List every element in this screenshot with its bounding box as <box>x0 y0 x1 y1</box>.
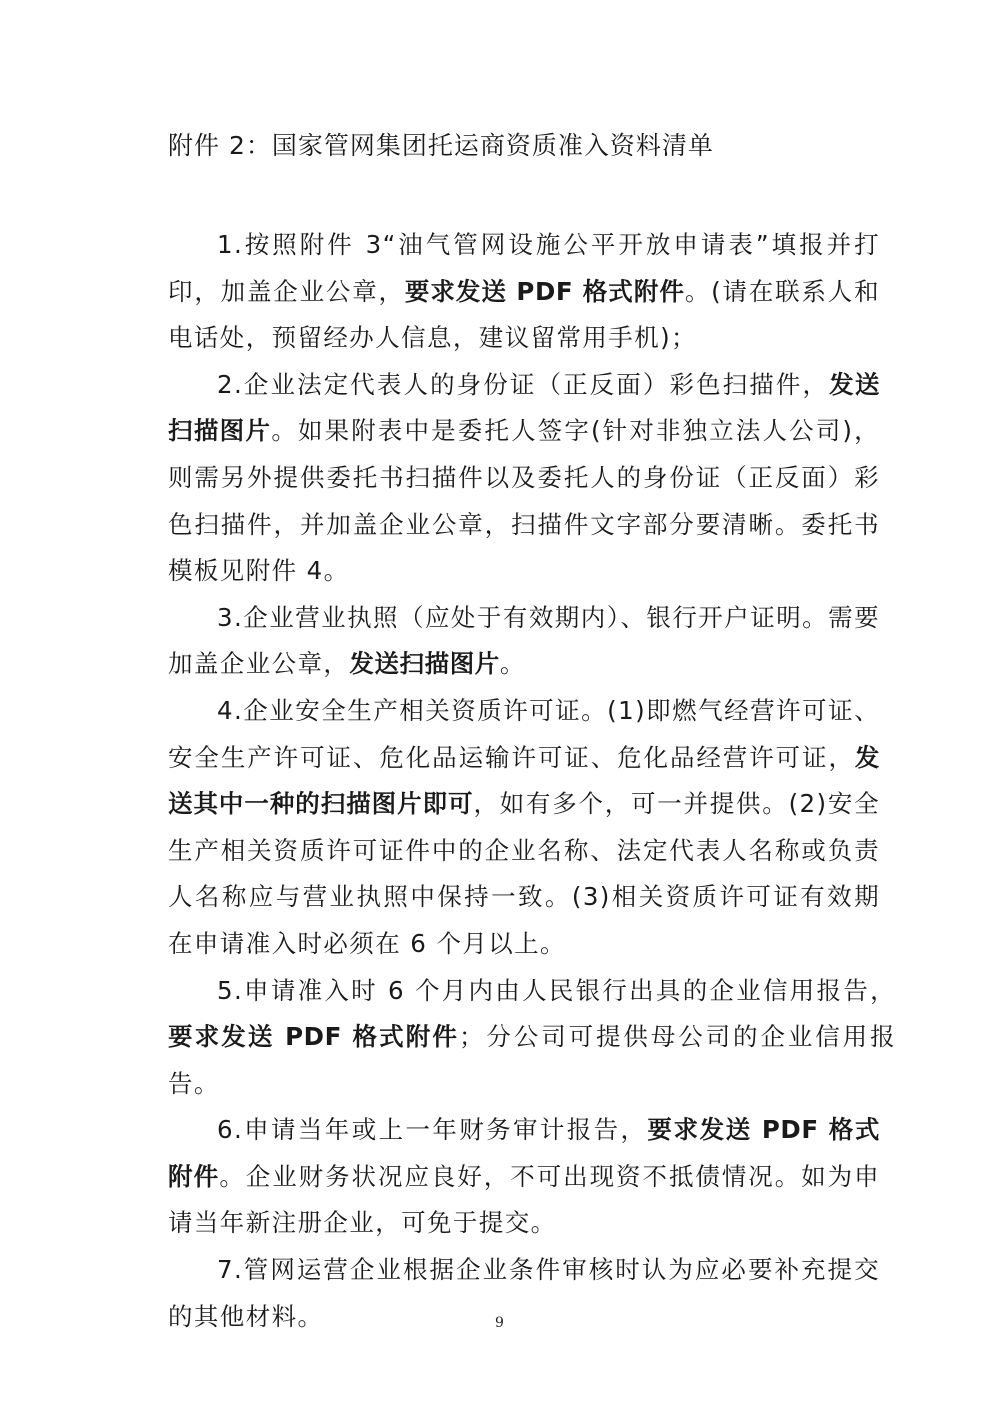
item-6-emphasis: 要求发送 PDF 格式附件 <box>168 1115 880 1191</box>
item-1-text-a: 1.按照附件 3“油气管网设施公平开放申请表”填报并打印，加盖企业公章， <box>168 230 880 306</box>
item-1-emphasis: 要求发送 PDF 格式附件 <box>404 276 685 306</box>
list-item-3 <box>168 595 880 688</box>
item-4-text-b: ，如有多个，可一并提供。(2)安全生产相关资质许可证件中的企业名称、法定代表人名称或负责人名称应与营业执照中保持一致。(3)相关资质许可证有效期在申请准入时必须在 6 个月以上。 <box>168 789 880 958</box>
item-3-emphasis: 发送扫描图片 <box>349 649 500 679</box>
item-2-text-b: 。如果附表中是委托人签字(针对非独立法人公司)，则需另外提供委托书扫描件以及委托人的身份证（正反面）彩色扫描件，并加盖企业公章，扫描件文字部分要清晰。委托书模板见附件 4。 <box>168 416 881 586</box>
item-6-text-a: 6.申请当年或上一年财务审计报告， <box>217 1115 648 1145</box>
item-5-text-a: 5.申请准入时 6 个月内由人民银行出具的企业信用报告， <box>217 975 896 1005</box>
item-3-text-a: 3.企业营业执照（应处于有效期内）、银行开户证明。需要加盖企业公章， <box>168 602 880 679</box>
item-3-text-b: 。 <box>499 649 526 679</box>
item-2-emphasis: 发送扫描图片 <box>168 369 880 446</box>
item-5-emphasis: 要求发送 PDF 格式附件 <box>168 1022 459 1052</box>
list-item-4 <box>168 688 880 968</box>
item-6-text-b: 。企业财务状况应良好，不可出现资不抵债情况。如为申请当年新注册企业，可免于提交。 <box>168 1161 881 1238</box>
list-item-1 <box>168 222 880 362</box>
item-2-text-a: 2.企业法定代表人的身份证（正反面）彩色扫描件， <box>217 369 830 399</box>
page-title: 附件 2：国家管网集团托运商资质准入资料清单 <box>168 131 714 160</box>
item-4-text-a: 4.企业安全生产相关资质许可证。(1)即燃气经营许可证、安全生产许可证、危化品运输许可证、危化品经营许可证， <box>168 695 880 772</box>
page-number: 9 <box>495 1315 504 1331</box>
item-7-text-a: 7.管网运营企业根据企业条件审核时认为应必要补充提交的其他材料。 <box>168 1255 880 1331</box>
list-item-2 <box>168 362 880 595</box>
item-1-text-b: 。(请在联系人和电话处，预留经办人信息，建议留常用手机)； <box>168 276 881 353</box>
item-4-emphasis: 发送其中一种的扫描图片即可 <box>168 742 880 819</box>
list-item-6 <box>168 1107 880 1247</box>
item-5-text-b: ；分公司可提供母公司的企业信用报告。 <box>168 1022 896 1098</box>
list-item-5 <box>168 968 896 1108</box>
document-body <box>168 222 896 1340</box>
